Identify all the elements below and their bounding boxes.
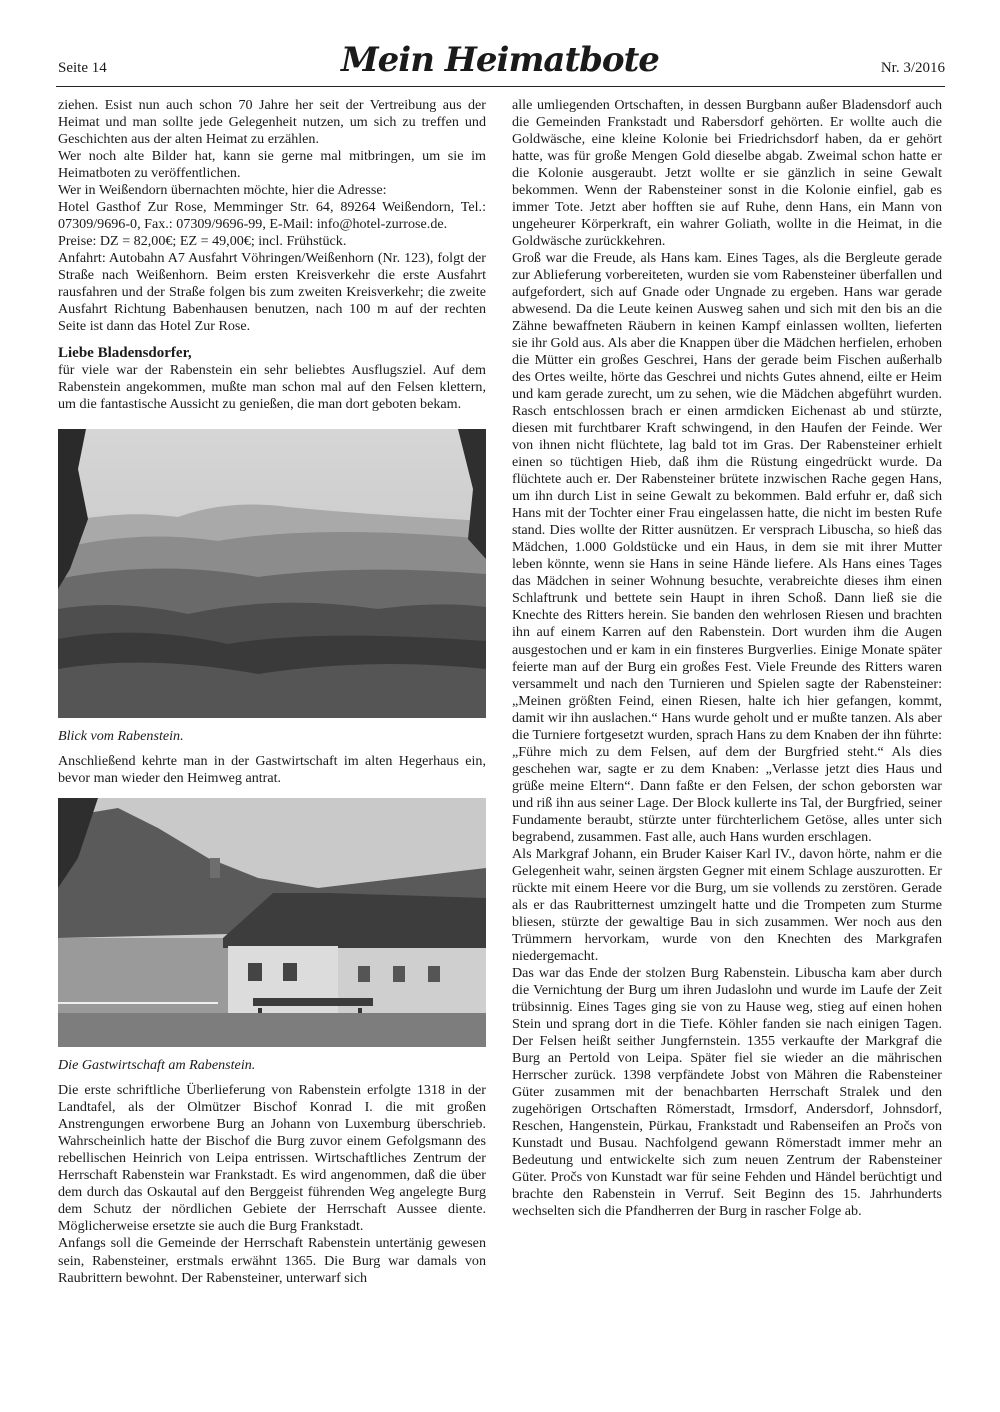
- paragraph: Groß war die Freude, als Hans kam. Eines Tages, als die Bergleute gerade zur Ablieferung vorbereiteten, wurden sie vom Rabensteiner überfallen und aufgefordert, sich auf Gnade oder Ungnade zu ergeben. Hans war gerade abwesend. Da die Leute keinen Ausweg sahen und sich mit den bis an die Zähne bewaffneten Räubern in keinen Kampf einlassen wollten, lieferten sie ihr Gold aus. Als aber die Knappen über die Mädchen herfielen, erhoben die Mütter ein großes Geschrei, Hans der gerade beim Fischen außerhalb des Ortes weilte, hörte das Geschrei und nichts Gutes ahnend, eilte er Heim und kam gerade zurecht, um zu sehen, wie die Mädchen abgeführt wurden. Rasch entschlossen brach er einen armdicken Eichenast ab und stürzte, diesen mit furchtbarer Kraft schwingend, in den Haufen der Feinde. Wer von ihnen nicht flüchtete, lag bald tot im Gras. Der Rabensteiner erhielt einen so tüchtigen Hieb, daß ihm die Rüstung eingedrückt wurde. Da flüchtete auch er. Der Rabensteiner brütete inzwischen Rache gegen Hans, um ihn durch List in seine Gewalt zu bekommen. Bald erfuhr er, daß sich Hans mit der Tochter einer Frau eingelassen hatte, die nicht im besten Rufe stand. Dies wollte der Ritter ausnützen. Er versprach Libuscha, so hieß das Mädchen, 1.000 Goldstücke und ein Haus, in dem sie mit ihrer Mutter leben könnte, wenn sie Hans in seine Hände liefere. Als Hans eines Tages das Mädchen in seiner Wohnung besuchte, verabreichte dieses ihm einen Schlaftrunk und bettete sein Haupt in ihren Schoß. Dann ließ sie die Knechte des Ritters herein. Sie banden den wehrlosen Riesen und brachten ihn auf einem Karren auf den Rabenstein. Dort wurden ihm die Augen ausgestochen und er kam in ein finsteres Burgverlies. Einige Monate später feierte man auf der Burg ein großes Fest. Viele Freunde des Ritters waren versammelt und nach den Turnieren und Spielen sagte der Rabensteiner: „Meinen größten Feind, einen Riesen, halte ich hier gefangen, kommt, damit wir ihn auslachen.“ Hans wurde geholt und er mußte tanzen. Als aber die Turniere fortgesetzt wurden, sprach Hans zu dem Knaben der ihn führte: „Führe mich zu dem Felsen, auf dem der Burgfried steht.“ Als dies geschehen war, sagte er zu dem Knaben: „Verlasse jetzt dies Haus und grüße meine Eltern“. Dann faßte er den Felsen, der schon geborsten war und riß ihn aus seiner Lage. Der Block kullerte ins Tal, der Burgfried, seiner Fundamente beraubt, stürzte unter fürchterlichem Getöse, alles unter sich begrabend, zusammen. Fast alle, auch Hans wurden erschlagen.: [512, 250, 942, 845]
- landscape-photo: [58, 429, 486, 718]
- right-column: [512, 97, 942, 1220]
- paragraph: Hotel Gasthof Zur Rose, Memminger Str. 64, 89264 Weißendorn, Tel.: 07309/9696-0, Fax.: 07309/9696-99, E-Mail: info@hotel-zurrose.de.: [58, 199, 486, 233]
- issue-number: Nr. 3/2016: [880, 60, 945, 76]
- inn-photo: [58, 798, 486, 1047]
- paragraph: Anfangs soll die Gemeinde der Herrschaft Rabenstein untertänig gewesen sein, Rabensteiner, erstmals erwähnt 1365. Die Burg war damals von Raubrittern bewohnt. Der Rabensteiner, unterwarf sich: [58, 1235, 486, 1286]
- paragraph: Wer in Weißendorn übernachten möchte, hier die Adresse:: [58, 182, 387, 199]
- masthead-logo: Mein Heimatbote: [341, 40, 659, 80]
- paragraph: für viele war der Rabenstein ein sehr beliebtes Ausflugsziel. Auf dem Rabenstein angekommen, mußte man schon mal auf den Felsen klettern, um die fantastische Aussicht zu genießen, die man dort geboten bekam.: [58, 362, 486, 413]
- paragraph: alle umliegenden Ortschaften, in dessen Burgbann außer Bladensdorf auch die Gemeinden Frankstadt und Rabersdorf gehörten. Er wollte auch die Goldwäsche, eine kleine Kolonie bei Friedrichsdorf haben, da er gehört hatte, was für große Mengen Gold dieselbe abgab. Zweimal schon hatte er die Kolonie ausgeraubt. Jetzt wollte er sie gänzlich in seine Gewalt bekommen. Wenn der Rabensteiner sonst in die Kolonie einfiel, gab es immer Tote. Jetzt aber hofften sie auf Ruhe, denn Hans, ein Mann von ungeheurer Körperkraft, ein wahrer Goliath, wollte in die Heimat, in die Goldwäsche zurückkehren.: [512, 97, 942, 250]
- header-rule: [56, 86, 945, 87]
- page-number: Seite 14: [58, 60, 107, 76]
- paragraph: Anfahrt: Autobahn A7 Ausfahrt Vöhringen/Weißenhorn (Nr. 123), folgt der Straße nach Weißenhorn. Beim ersten Kreisverkehr die erste Ausfahrt rausfahren und der Straße folgen bis zum zweiten Kreisverkehr; die zweite Ausfahrt Richtung Babenhausen benutzen, nach 100 m auf der rechten Seite ist dann das Hotel Zur Rose.: [58, 250, 486, 335]
- left-column: [58, 97, 486, 1287]
- paragraph: Anschließend kehrte man in der Gastwirtschaft im alten Hegerhaus ein, bevor man wieder den Heimweg antrat.: [58, 753, 486, 787]
- paragraph: Das war das Ende der stolzen Burg Rabenstein. Libuscha kam aber durch die Vernichtung der Burg um ihren Judaslohn und wurde im Laufe der Zeit trübsinnig. Eines Tages ging sie von zu Hause weg, stieg auf einen hohen Stein und sprang dort in die Tiefe. Köhler fanden sie nach einigen Tagen. Der Felsen heißt seither Jungfernstein. 1355 verkaufte der Markgraf die Burg an Pertold von Leipa. Später fiel sie wieder an die mährischen Herrscher zurück. 1398 verpfändete Jobst von Mähren die Rabensteiner Güter zusammen mit der benachbarten Herrschaft Stralek und den zugehörigen Ortschaften Römerstadt, Irmsdorf, Andersdorf, Johnsdorf, Reschen, Hangenstein, Pürkau, Frankstadt und Rabenseifen an Pročs von Kunstadt und Busau. Nachfolgend gewann Römerstadt immer mehr an Bedeutung und entwickelte sich zum neuen Zentrum der Rabensteiner Güter. Pročs von Kunstadt war für seine Fehden und Händel berüchtigt und brachte den Rabenstein in Verruf. Seit Beginn des 15. Jahrhunderts wechselten sich die Pfandherren der Burg in rascher Folge ab.: [512, 964, 942, 1220]
- paragraph: Wer noch alte Bilder hat, kann sie gerne mal mitbringen, um sie im Heimatboten zu veröffentlichen.: [58, 148, 486, 182]
- photo-caption: Blick vom Rabenstein.: [58, 728, 184, 745]
- photo-caption: Die Gastwirtschaft am Rabenstein.: [58, 1057, 256, 1074]
- paragraph: Preise: DZ = 82,00€; EZ = 49,00€; incl. Frühstück.: [58, 233, 347, 250]
- section-heading: Liebe Bladensdorfer,: [58, 345, 192, 362]
- paragraph: ziehen. Esist nun auch schon 70 Jahre her seit der Vertreibung aus der Heimat und man sollte jede Gelegenheit nutzen, um sich zu treffen und Geschichten aus der alten Heimat zu erzählen.: [58, 97, 486, 148]
- paragraph: Als Markgraf Johann, ein Bruder Kaiser Karl IV., davon hörte, nahm er die Gelegenheit wahr, seinen ärgsten Gegner mit einem Schlage auszurotten. Er rückte mit einem Heere vor die Burg, um sie vollends zu zerstören. Gerade als er das Raubritternest umzingelt hatte und die Trompeten zum Sturme bliesen, stürzte der gewaltige Bau in sich zusammen. Wer noch aus den Trümmern hervorkam, wurde von den Knechten des Markgrafen niedergemacht.: [512, 845, 942, 964]
- paragraph: Die erste schriftliche Überlieferung von Rabenstein erfolgte 1318 in der Landtafel, als der Olmützer Bischof Konrad I. die mit großen Anstrengungen erworbene Burg an Johann von Luxemburg überschrieb. Wahrscheinlich hatte der Bischof die Burg zuvor einem Gefolgsmann des rebellischen Heinrich von Leipa entrissen. Wirtschaftliches Zentrum der Herrschaft Rabenstein war Frankstadt. Es wird angenommen, daß die über dem durch das Oskautal auf den Berggeist führenden Weg angelegte Burg dem Schutz der nördlichen Gebiete der Herrschaft Aussee diente. Möglicherweise ersetzte sie auch die Burg Frankstadt.: [58, 1082, 486, 1235]
